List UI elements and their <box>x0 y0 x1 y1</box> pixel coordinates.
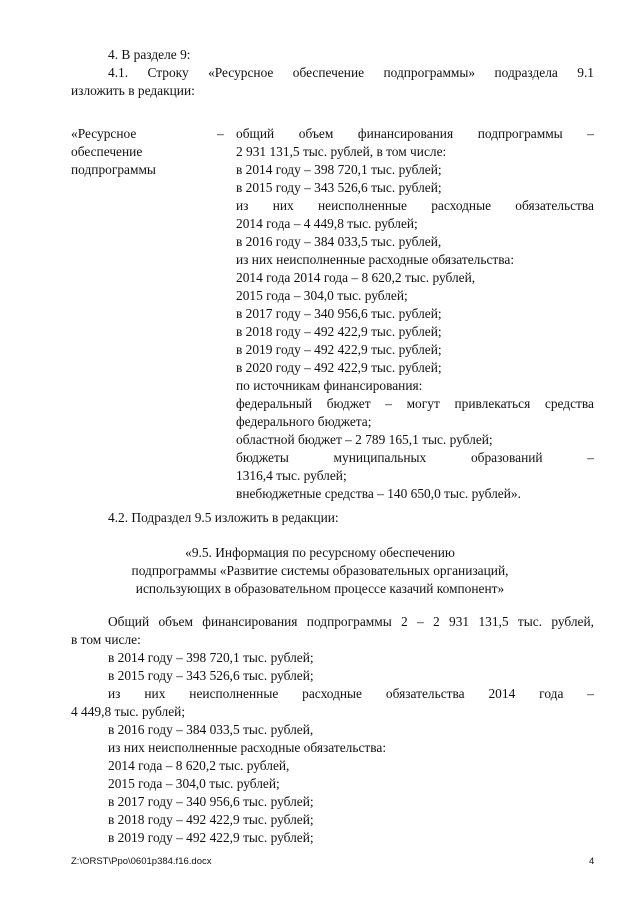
footer-file-path: Z:\ORST\Ppo\0601p384.f16.docx <box>71 856 212 867</box>
body-line: в 2016 году – 384 033,5 тыс. рублей, <box>108 722 314 737</box>
resource-value-line: федерального бюджета; <box>236 414 372 429</box>
item-4-1-line2: изложить в редакции: <box>71 83 195 98</box>
item-4-2: 4.2. Подраздел 9.5 изложить в редакции: <box>108 510 339 525</box>
resource-value-line: федеральный бюджет – могут привлекаться средства <box>236 396 594 411</box>
resource-value-line: в 2015 году – 343 526,6 тыс. рублей; <box>236 180 442 195</box>
body-line: в 2018 году – 492 422,9 тыс. рублей; <box>108 812 314 827</box>
resource-value-line: 2015 года – 304,0 тыс. рублей; <box>236 288 408 303</box>
resource-value-line: 2014 года – 4 449,8 тыс. рублей; <box>236 216 418 231</box>
body-line: из них неисполненные расходные обязательства: <box>108 740 387 755</box>
resource-value-line: 1316,4 тыс. рублей; <box>236 468 347 483</box>
item-4-1-line1: 4.1. Строку «Ресурсное обеспечение подпрограммы» подраздела 9.1 <box>108 65 594 80</box>
body-line: 4 449,8 тыс. рублей; <box>71 704 186 719</box>
resource-row-dash: – <box>217 126 224 141</box>
subsection-title-line: подпрограммы «Развитие системы образовательных организаций, <box>131 563 509 578</box>
resource-value-line: из них неисполненные расходные обязательства <box>236 198 594 213</box>
body-line: в 2017 году – 340 956,6 тыс. рублей; <box>108 794 314 809</box>
resource-label-line: «Ресурсное <box>71 126 137 141</box>
body-paragraph-line2: в том числе: <box>71 632 141 647</box>
body-line: 2015 года – 304,0 тыс. рублей; <box>108 776 280 791</box>
resource-value-line: в 2018 году – 492 422,9 тыс. рублей; <box>236 324 442 339</box>
resource-value-line: в 2014 году – 398 720,1 тыс. рублей; <box>236 162 442 177</box>
resource-value-line: в 2017 году – 340 956,6 тыс. рублей; <box>236 306 442 321</box>
resource-value-line: в 2016 году – 384 033,5 тыс. рублей, <box>236 234 442 249</box>
resource-label-line: обеспечение <box>71 144 143 159</box>
section-heading: 4. В разделе 9: <box>108 47 191 62</box>
resource-value-line: общий объем финансирования подпрограммы – <box>236 126 594 141</box>
resource-value-line: 2014 года 2014 года – 8 620,2 тыс. рублей, <box>236 270 476 285</box>
resource-value-line: в 2019 году – 492 422,9 тыс. рублей; <box>236 342 442 357</box>
page-number: 4 <box>589 856 595 867</box>
resource-value-line: бюджеты муниципальных образований – <box>236 450 594 465</box>
resource-value-line: в 2020 году – 492 422,9 тыс. рублей; <box>236 360 442 375</box>
body-line: в 2019 году – 492 422,9 тыс. рублей; <box>108 830 314 845</box>
resource-value-line: внебюджетные средства – 140 650,0 тыс. рублей». <box>236 486 521 501</box>
resource-label-line: подпрограммы <box>71 162 156 177</box>
resource-value-line: 2 931 131,5 тыс. рублей, в том числе: <box>236 144 447 159</box>
body-line: в 2014 году – 398 720,1 тыс. рублей; <box>108 650 314 665</box>
subsection-title-line: «9.5. Информация по ресурсному обеспечению <box>185 545 455 560</box>
resource-value-line: областной бюджет – 2 789 165,1 тыс. рублей; <box>236 432 493 447</box>
resource-value-line: из них неисполненные расходные обязательства: <box>236 252 515 267</box>
body-line: 2014 года – 8 620,2 тыс. рублей, <box>108 758 290 773</box>
resource-value-line: по источникам финансирования: <box>236 378 423 393</box>
body-paragraph-line1: Общий объем финансирования подпрограммы 2 – 2 931 131,5 тыс. рублей, <box>108 614 594 629</box>
body-line: в 2015 году – 343 526,6 тыс. рублей; <box>108 668 314 683</box>
body-line: из них неисполненные расходные обязательства 2014 года – <box>108 686 594 701</box>
subsection-title-line: использующих в образовательном процессе казачий компонент» <box>135 581 505 596</box>
